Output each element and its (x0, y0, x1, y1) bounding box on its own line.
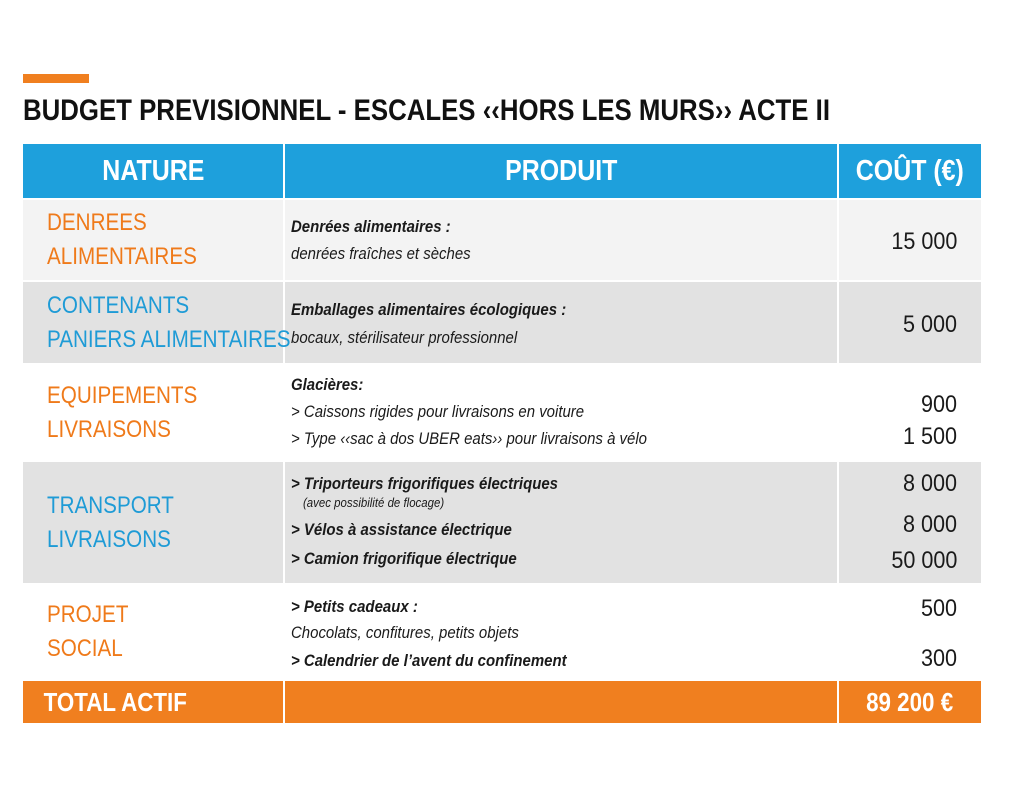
table-row (23, 585, 981, 681)
nature-cell: EQUIPEMENTS LIVRAISONS (23, 365, 285, 460)
header-produit: PRODUIT (285, 144, 839, 198)
nature-cell: DENREES ALIMENTAIRES (23, 200, 285, 280)
nature-cell: CONTENANTS PANIERS ALIMENTAIRES (23, 282, 285, 363)
header-cout: COÛT (€) (855, 154, 965, 187)
produit-cell: Glacières: > Caissons rigides pour livraisons en voiture > Type ‹‹sac à dos UBER eats›› pour livraisons à vélo (285, 365, 839, 460)
table-row (23, 200, 981, 282)
nature-cell: PROJET SOCIAL (23, 585, 285, 679)
nature-cell: TRANSPORT LIVRAISONS (23, 462, 285, 583)
cout-cell: 15 000 (890, 228, 957, 255)
cout-cell: 500 300 (920, 595, 957, 672)
budget-table (23, 144, 981, 725)
cout-cell: 8 000 8 000 50 000 (890, 470, 957, 574)
produit-cell: Emballages alimentaires écologiques : bocaux, stérilisateur professionnel (285, 282, 839, 363)
header-nature: NATURE (23, 144, 285, 198)
table-row (23, 365, 981, 462)
cout-cell: 5 000 (902, 311, 957, 338)
produit-cell: > Petits cadeaux : Chocolats, confitures, petits objets > Calendrier de l’avent du confinement (285, 585, 839, 679)
produit-cell: Denrées alimentaires : denrées fraîches et sèches (285, 200, 839, 280)
accent-bar (23, 74, 89, 83)
total-spacer (285, 681, 839, 723)
total-value: 89 200 € (866, 686, 954, 717)
table-row (23, 282, 981, 365)
total-label: TOTAL ACTIF (23, 681, 285, 723)
table-header (23, 144, 981, 200)
page-title: BUDGET PREVISIONNEL - ESCALES ‹‹HORS LES MURS›› ACTE II (23, 94, 831, 127)
produit-cell: > Triporteurs frigorifiques électriques (avec possibilité de flocage) > Vélos à assistance électrique > Camion frigorifique électrique (285, 462, 839, 583)
total-row (23, 681, 981, 725)
cout-cell: 900 1 500 (902, 391, 957, 450)
table-row (23, 462, 981, 585)
